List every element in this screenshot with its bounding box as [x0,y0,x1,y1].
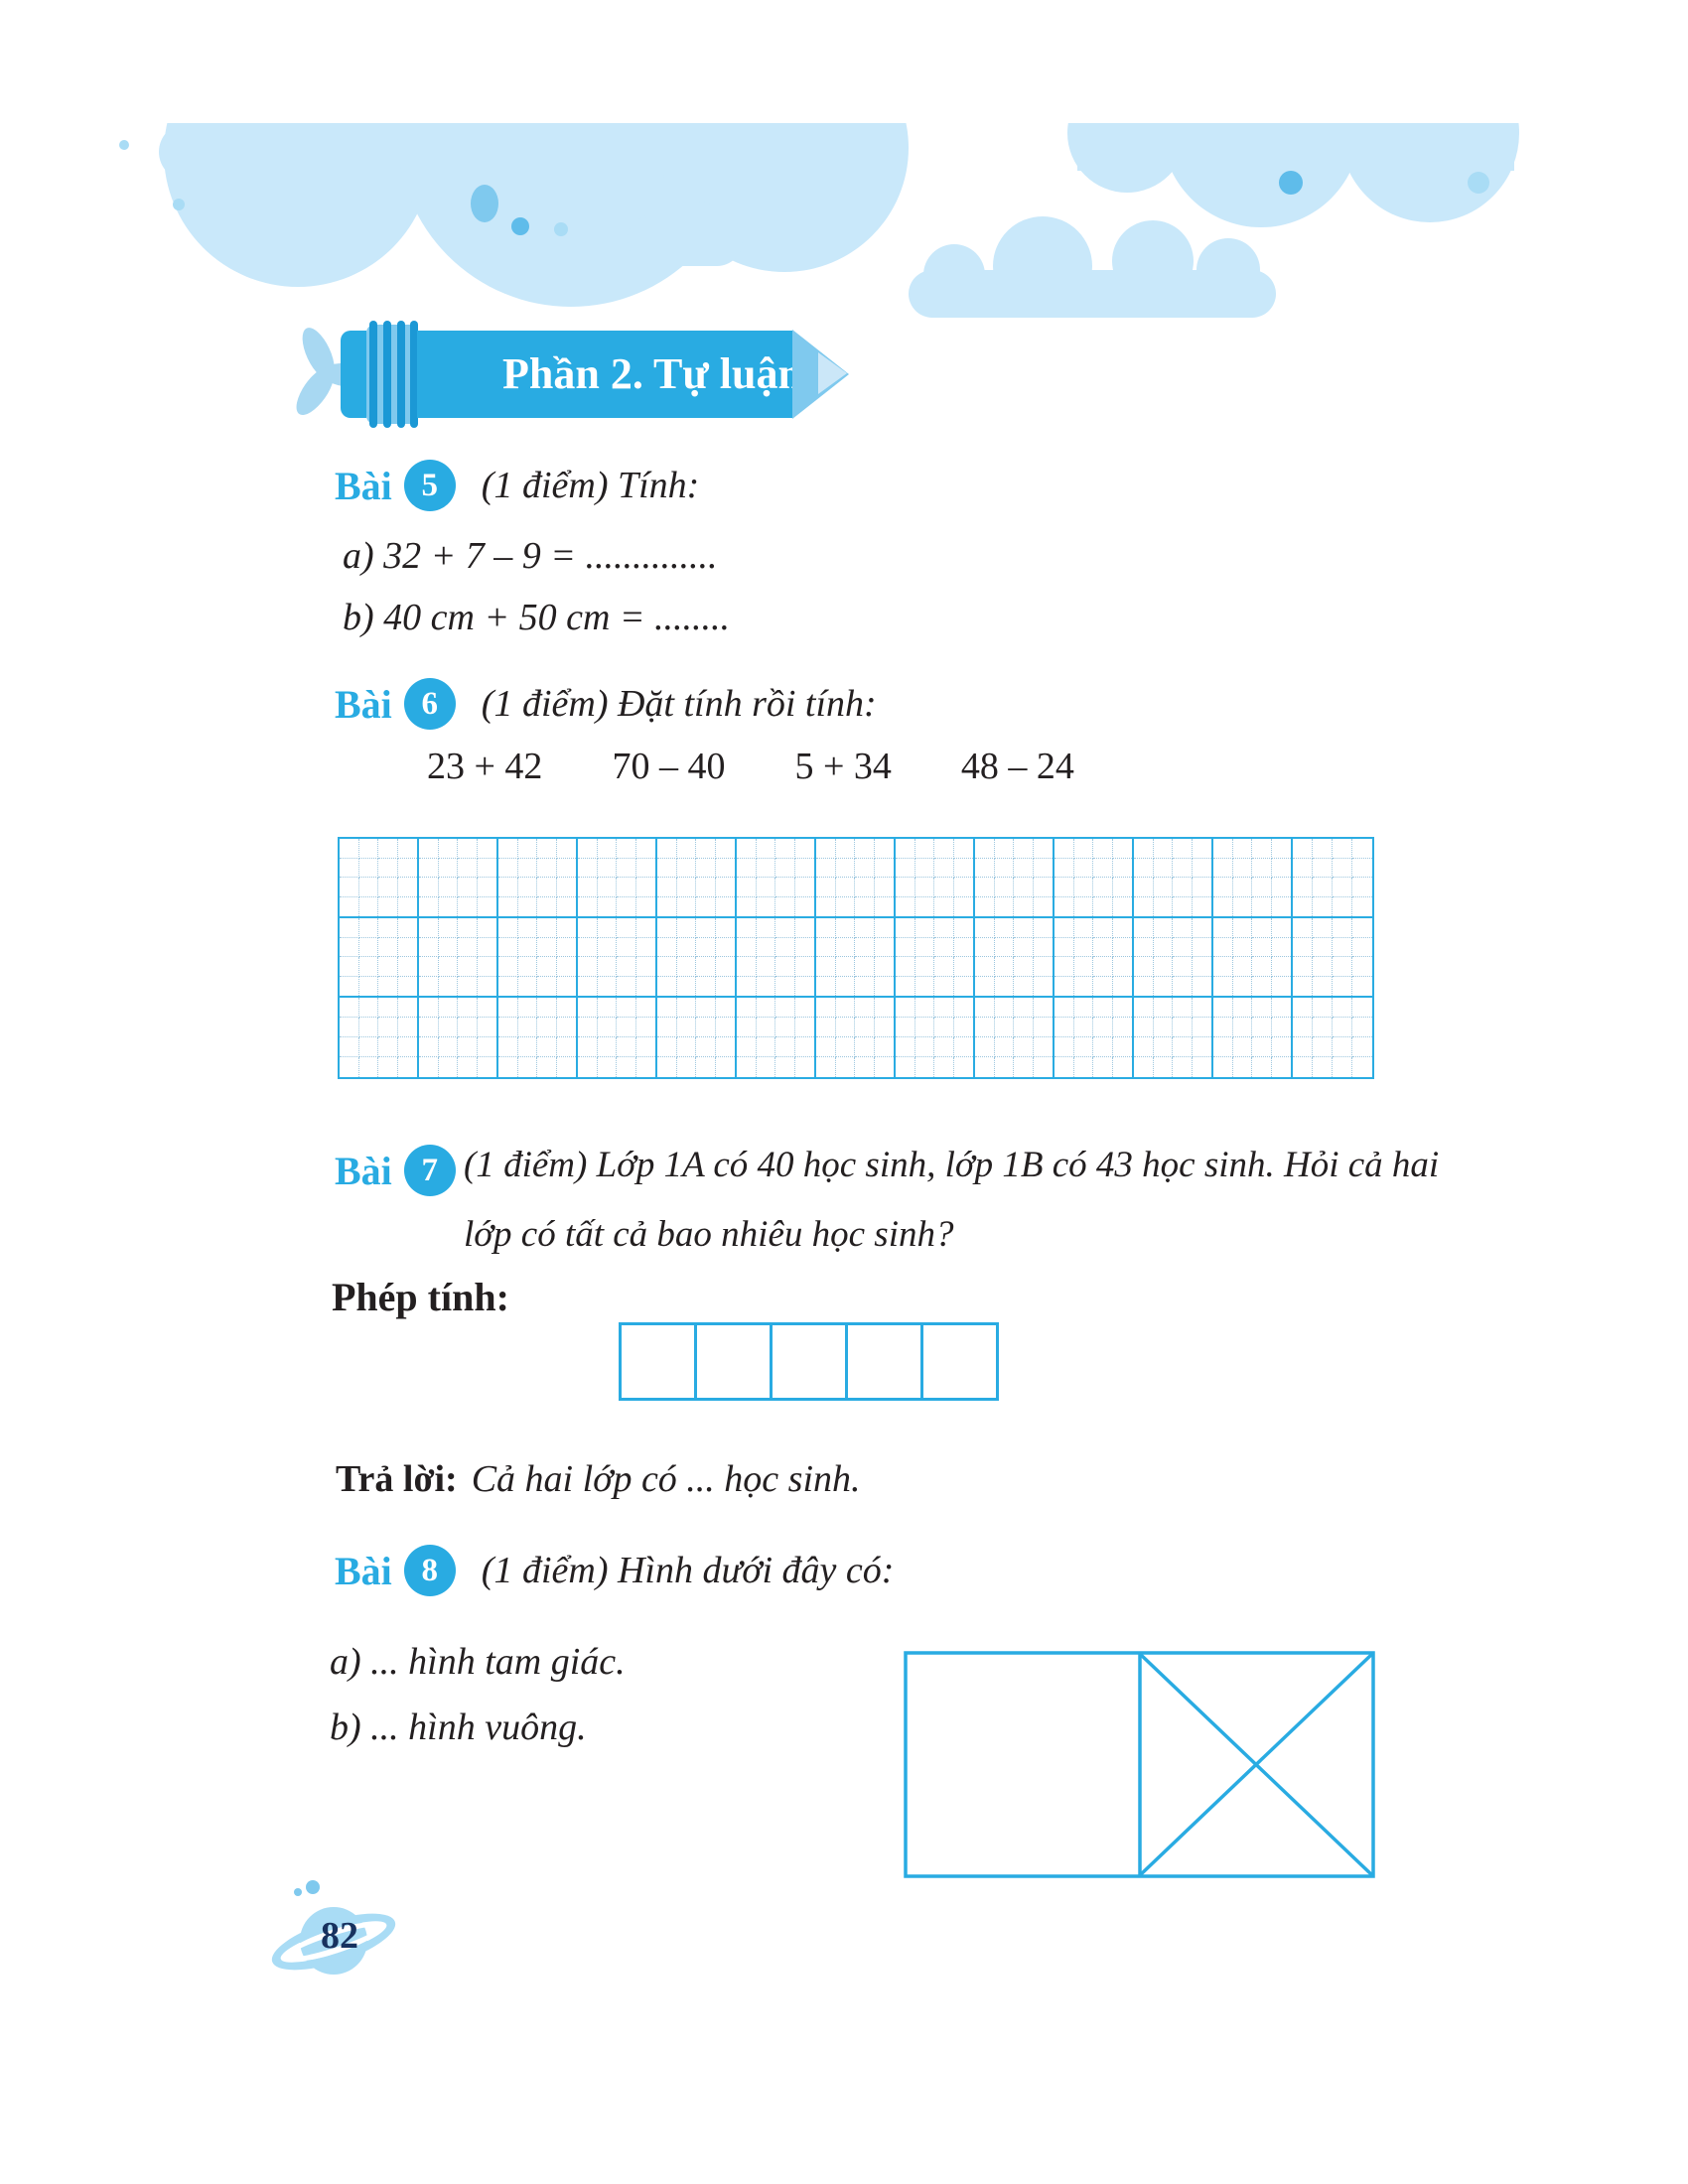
grid-cell [1213,998,1293,1077]
grid-cell [737,918,816,998]
answer-cell [845,1322,923,1401]
exercise-6-header [335,676,877,732]
exercise-5-part-a: a) 32 + 7 – 9 = .............. [343,535,718,577]
exercise-8-header [335,1543,894,1598]
exercise-number-badge: 5 [404,460,456,511]
calculation-answer-box [619,1322,999,1401]
exercise-8-part-b: b) ... hình vuông. [330,1706,587,1748]
answer-label: Trả lời: [336,1458,458,1500]
accent-dot [119,140,129,150]
operation: 48 – 24 [960,746,1074,787]
grid-cell [340,918,419,998]
grid-cell [975,918,1055,998]
pencil-eraser [341,331,366,418]
grid-cell [737,839,816,918]
grid-cell [578,918,657,998]
exercise-number-badge: 8 [404,1545,456,1596]
accent-dot [554,222,568,236]
grid-cell [1134,839,1213,918]
exercise-label: Bài [335,1148,392,1193]
grid-cell [1293,839,1372,918]
accent-dot [1279,171,1303,195]
grid-cell [657,918,737,998]
answer-cell [770,1322,848,1401]
answer-cell [619,1322,697,1401]
answer-text: Cả hai lớp có ... học sinh. [471,1458,861,1500]
grid-cell [975,998,1055,1077]
grid-cell [1055,998,1134,1077]
grid-cell [1213,918,1293,998]
operation: 70 – 40 [612,746,726,787]
exercise-7-text-line1: (1 điểm) Lớp 1A có 40 học sinh, lớp 1B có 43 học sinh. Hỏi cả hai [464,1145,1440,1185]
operations-row [427,745,1074,788]
geometry-figure [904,1651,1375,1878]
grid-cell [816,839,896,918]
calculation-label: Phép tính: [332,1275,509,1319]
answer-cell [920,1322,999,1401]
exercise-number-badge: 6 [404,678,456,730]
grid-cell [1134,918,1213,998]
exercise-prompt: (1 điểm) Tính: [481,465,700,506]
grid-cell [419,839,498,918]
writing-practice-grid [338,837,1374,1079]
page-number: 82 [321,1915,358,1957]
exercise-7-text-line2: lớp có tất cả bao nhiêu học sinh? [464,1214,954,1255]
section-title: Phần 2. Tự luận: [417,331,792,418]
exercise-5-part-b: b) 40 cm + 50 cm = ........ [343,597,731,638]
grid-cell [1213,839,1293,918]
exercise-8-part-a: a) ... hình tam giác. [330,1641,626,1683]
cloud-scallop [1162,123,1360,227]
grid-cell [498,918,578,998]
grid-cell [816,918,896,998]
exercise-label: Bài [335,1548,392,1593]
grid-cell [1293,918,1372,998]
grid-cell [896,839,975,918]
grid-cell [657,839,737,918]
exercise-number-badge: 7 [404,1145,456,1196]
exercise-7-header [335,1143,456,1198]
grid-cell [340,998,419,1077]
answer-cell [694,1322,773,1401]
operation: 23 + 42 [427,746,543,787]
accent-dot [511,217,529,235]
grid-cell [737,998,816,1077]
grid-cell [1293,998,1372,1077]
grid-cell [816,998,896,1077]
exercise-prompt: (1 điểm) Đặt tính rồi tính: [481,683,877,725]
grid-cell [896,998,975,1077]
exercise-label: Bài [335,463,392,508]
operation: 5 + 34 [794,746,892,787]
cloud-band-decoration [0,123,1688,322]
grid-cell [1055,918,1134,998]
exercise-5-header [335,458,699,513]
accent-dot [471,185,498,222]
grid-cell [498,998,578,1077]
answer-row [336,1457,861,1501]
grid-cell [1134,998,1213,1077]
cloud-scallop [164,123,432,287]
accent-dot [173,199,185,210]
grid-cell [419,998,498,1077]
cloud-scallop [1340,123,1519,222]
exercise-label: Bài [335,681,392,727]
grid-cell [896,918,975,998]
grid-cell [1055,839,1134,918]
grid-cell [578,839,657,918]
grid-cell [340,839,419,918]
accent-dot [1468,172,1489,194]
grid-cell [578,998,657,1077]
grid-cell [419,918,498,998]
exercise-prompt: (1 điểm) Hình dưới đây có: [481,1550,895,1591]
grid-cell [498,839,578,918]
grid-cell [657,998,737,1077]
grid-cell [975,839,1055,918]
pencil-tip-light [818,352,847,394]
